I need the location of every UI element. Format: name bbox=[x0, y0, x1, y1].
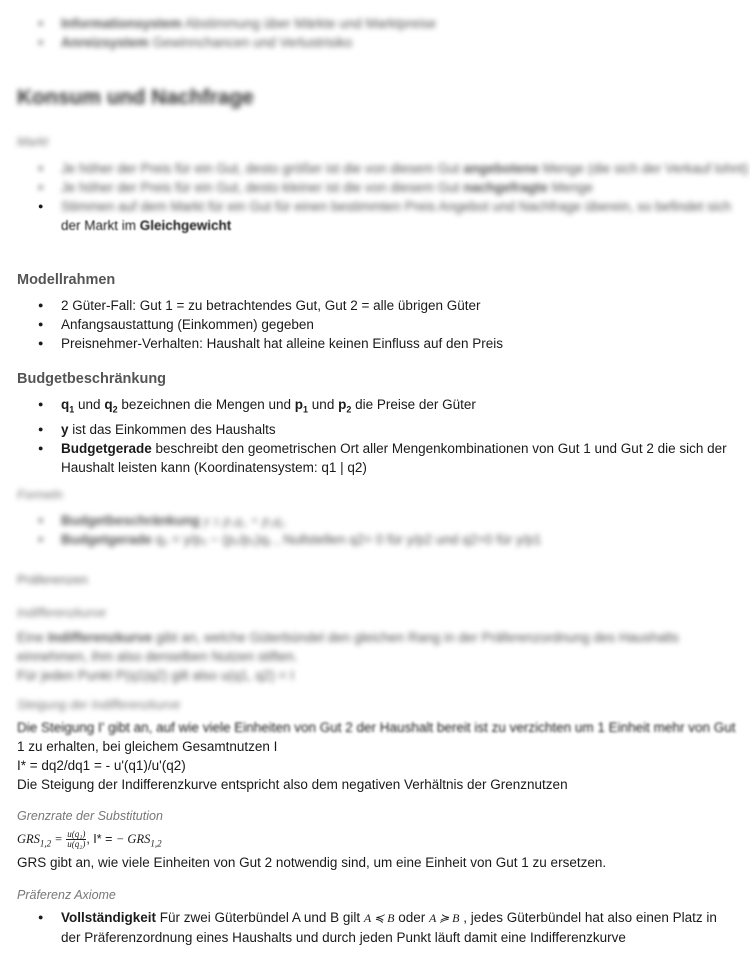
list-item bbox=[0, 197, 750, 235]
item-text: die Preise der Güter bbox=[355, 397, 476, 412]
grs-formula: $GRS_{1,2}$ = $\frac{\text{u(q₁)}}{\text{u(q₂)}}$ , I* = − $GRS_{1,2}$ bbox=[17, 829, 162, 850]
item-text: Menge (die sich der Verkauf lohnt) bbox=[542, 161, 749, 176]
list-item-text: Abstimmung über Märkte und Marktpreise bbox=[184, 16, 437, 31]
list-item bbox=[0, 33, 750, 52]
item-text: oder bbox=[398, 910, 426, 925]
section-title: Konsum und Nachfrage bbox=[17, 86, 254, 109]
item-bold: Gleichgewicht bbox=[139, 218, 232, 233]
item-text-line2 bbox=[61, 216, 750, 235]
formula-text: y ≥ p₁q₁ + p₂q₂ bbox=[203, 513, 286, 528]
item-bold: angebotene bbox=[463, 161, 539, 176]
paragraph-line: Die Steigung der Indifferenzkurve entspricht also dem negativen Verhältnis der Grenznutzen bbox=[17, 777, 568, 792]
list-item bbox=[0, 178, 750, 197]
markt-list bbox=[0, 159, 750, 235]
item-bold: Vollständigkeit bbox=[61, 910, 157, 925]
grs-heading: Grenzrate der Substitution bbox=[17, 809, 163, 823]
list-item bbox=[0, 420, 750, 439]
markt-heading: Markt bbox=[17, 135, 49, 149]
text-bold: Indifferenzkurve bbox=[47, 630, 153, 645]
axiome-list bbox=[0, 908, 750, 947]
formula-text: , I* = bbox=[86, 832, 116, 846]
item-text: beschreibt den geometrischen Ort aller Mengenkombinationen von Gut 1 und Gut 2 die sich der bbox=[155, 440, 727, 456]
item-text: und bbox=[78, 397, 101, 412]
list-item: ● 2 Güter-Fall: Gut 1 = zu betrachtendes Gut, Gut 2 = alle übrigen Güter bbox=[0, 296, 750, 315]
var-sub: 2 bbox=[346, 404, 352, 415]
item-text: der Präferenzordnung eines Haushalts und durch jeden Punkt läuft damit eine Indifferenzkurve bbox=[61, 930, 626, 945]
formula-text: q₂ = y/p₂ − (p₁/p₂)q₁ , Nullstellen q2= 0 für y/p2 und q2=0 für y/p1 bbox=[155, 532, 542, 547]
list-item bbox=[0, 395, 750, 420]
list-item bbox=[0, 908, 750, 947]
list-item-text: Gewinnchancen und Verlustrisiko bbox=[152, 35, 353, 50]
formeln-heading: Formeln bbox=[17, 488, 63, 502]
math-relation: A ≼ B bbox=[363, 911, 395, 925]
item-bold: y bbox=[61, 421, 69, 437]
grs-fraction bbox=[66, 830, 86, 849]
paragraph-line: I* = dq2/dq1 = - u'(q1)/u'(q2) bbox=[17, 758, 186, 773]
list-item bbox=[0, 159, 750, 178]
var-q1: q bbox=[61, 397, 70, 412]
item-bold: Budgetgerade bbox=[61, 532, 152, 547]
list-item bbox=[0, 511, 750, 530]
paragraph-line: Für jeden Punkt P(q1|q2) gilt also u(q1, q2) = I bbox=[17, 668, 295, 683]
item-text: Menge bbox=[551, 180, 594, 195]
list-item: ● Preisnehmer-Verhalten: Haushalt hat alleine keinen Einfluss auf den Preis bbox=[0, 334, 750, 353]
indifferenz-heading: Indifferenzkurve bbox=[17, 606, 106, 620]
steigung-paragraph bbox=[0, 718, 750, 794]
text: Eine bbox=[17, 630, 45, 645]
item-text: der Markt im bbox=[61, 218, 137, 233]
list-item bbox=[0, 439, 750, 477]
var-sub: 1 bbox=[69, 404, 75, 415]
item-text: Haushalt leisten kann (Koordinatensystem: q1 | q2) bbox=[61, 459, 367, 475]
var-p1: p bbox=[294, 397, 304, 412]
list-item-term: Informationsystem bbox=[61, 16, 182, 31]
axiome-heading: Präferenz Axiome bbox=[17, 888, 116, 902]
text: gibt an, welche Güterbündel den gleichen Rang in der Präferenzordnung des Haushalts bbox=[155, 630, 679, 645]
fraction-numerator: u(q₁) bbox=[67, 829, 86, 840]
list-item-term: Anreizsystem bbox=[61, 35, 149, 50]
item-text: Je höher der Preis für ein Gut, desto kleiner ist die von diesem Gut bbox=[61, 180, 460, 195]
modellrahmen-heading: Modellrahmen bbox=[17, 272, 116, 288]
indifferenz-paragraph bbox=[0, 628, 750, 685]
var-sub: 1 bbox=[303, 404, 309, 415]
paragraph-line: einnehmen, ihm also denselben Nutzen stiften. bbox=[17, 649, 298, 664]
budget-heading: Budgetbeschränkung bbox=[17, 371, 167, 387]
formula-lhs: GRS bbox=[17, 832, 40, 846]
item-text: ist das Einkommen des Haushalts bbox=[72, 421, 276, 437]
formeln-list bbox=[0, 511, 750, 549]
item-text: ● Stimmen auf dem Markt für ein Gut für einen bestimmten Preis Angebot und Nachfrage überein, so befindet sich bbox=[61, 199, 732, 214]
math-relation: A ≽ B bbox=[428, 911, 460, 925]
paragraph-line: 1 zu erhalten, bei gleichem Gesamtnutzen I bbox=[17, 739, 278, 754]
formula-sub: 1,2 bbox=[39, 838, 52, 849]
fraction-denominator: u(q₂) bbox=[67, 839, 86, 850]
top-list bbox=[0, 14, 750, 52]
budget-list bbox=[0, 395, 750, 477]
formula-rhs: − GRS bbox=[115, 832, 151, 846]
formula-sub: 1,2 bbox=[150, 838, 162, 849]
var-p2: p bbox=[338, 397, 347, 412]
item-text: Für zwei Güterbündel A und B gilt bbox=[159, 910, 361, 925]
steigung-heading: Steigung der Indifferenzkurve bbox=[17, 698, 181, 712]
var-q2: q bbox=[104, 397, 113, 412]
list-item: ● Anfangsaustattung (Einkommen) gegeben bbox=[0, 315, 750, 334]
paragraph-line: Die Steigung I' gibt an, auf wie viele Einheiten von Gut 2 der Haushalt bereit ist zu verzichten um 1 Einheit mehr von Gut bbox=[17, 720, 736, 735]
item-text: Je höher der Preis für ein Gut, desto größer ist die von diesem Gut bbox=[61, 161, 460, 176]
grs-text: GRS gibt an, wie viele Einheiten von Gut 2 notwendig sind, um eine Einheit von Gut 1 zu ersetzen. bbox=[17, 855, 607, 870]
item-text: bezeichnen die Mengen und bbox=[121, 397, 291, 412]
modellrahmen-list bbox=[0, 296, 750, 353]
item-text: und bbox=[311, 397, 335, 412]
item-text: , jedes Güterbündel hat also einen Platz in bbox=[463, 910, 717, 925]
var-sub: 2 bbox=[112, 404, 118, 415]
item-bold: Budgetgerade bbox=[61, 440, 152, 456]
list-item bbox=[0, 530, 750, 549]
praeferenzen-heading: Präferenzen bbox=[17, 572, 88, 587]
item-bold: Budgetbeschränkung bbox=[61, 513, 200, 528]
paragraph-line bbox=[0, 628, 750, 647]
list-item bbox=[0, 14, 750, 33]
item-bold: nachgefragte bbox=[463, 180, 548, 195]
